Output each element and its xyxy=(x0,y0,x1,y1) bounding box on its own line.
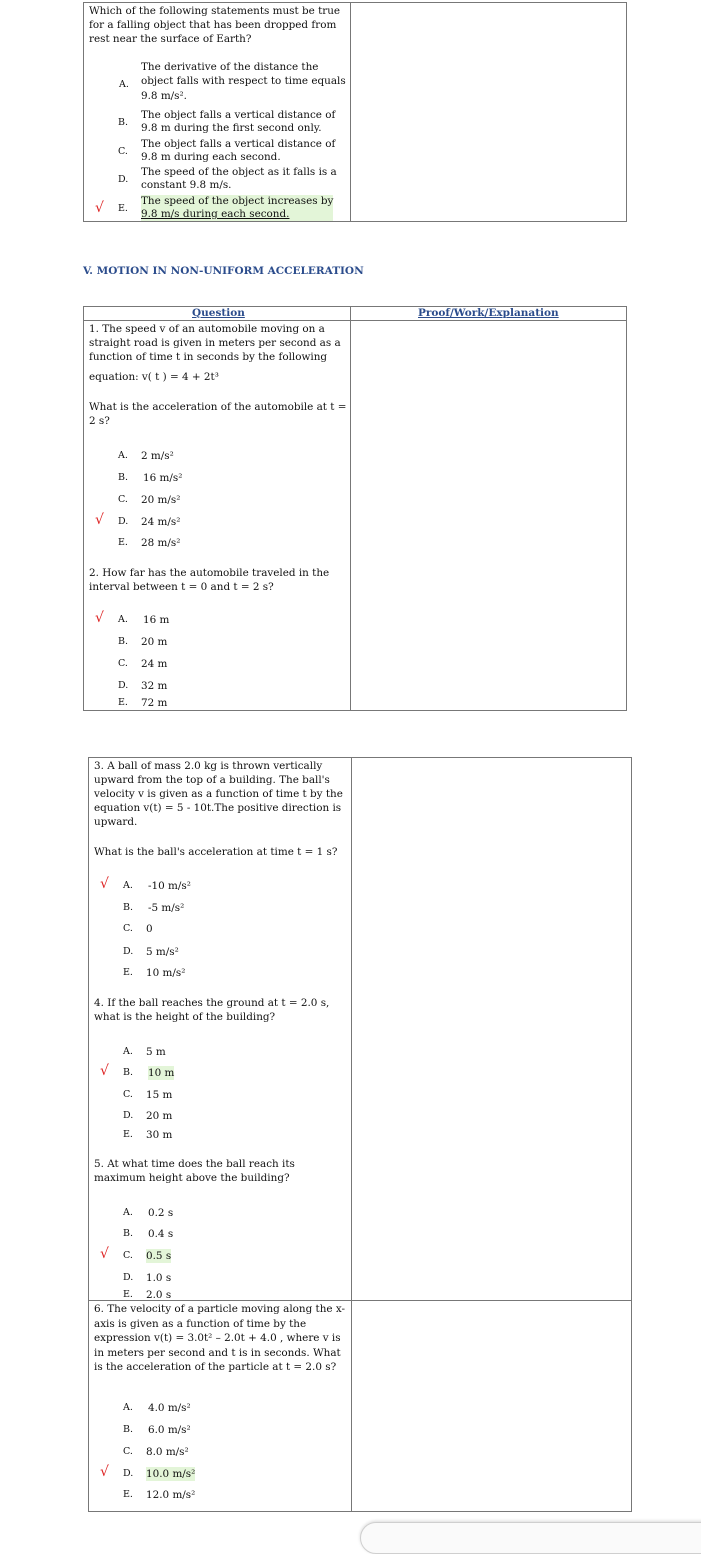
correct-check-icon: √ xyxy=(100,876,109,892)
question-3-text: 3. A ball of mass 2.0 kg is thrown vertically upward from the top of a building. The ball's velocity v is given as a function of time t by the equation v(t) = 5 - 10t.The positive direction is upward. xyxy=(94,760,343,828)
option-letter: C. xyxy=(123,923,133,934)
option-letter: A. xyxy=(119,79,129,90)
option-value: 0 xyxy=(146,923,153,935)
option-text: The derivative of the distance the object falls with respect to time equals 9.8 m/s². xyxy=(141,61,346,102)
option-value: 24 m xyxy=(141,658,168,670)
option-letter: E. xyxy=(123,1489,133,1500)
option-value: 4.0 m/s² xyxy=(148,1402,191,1414)
question-1-ask: What is the acceleration of the automobile at t = 2 s? xyxy=(89,401,347,427)
option-letter: B. xyxy=(123,1228,134,1239)
option-text: The object falls a vertical distance of 9.8 m during each second. xyxy=(141,138,336,163)
option-letter: A. xyxy=(123,1046,133,1057)
option-text-correct: The speed of the object increases by 9.8 m/s during each second. xyxy=(141,195,334,220)
option-value: 30 m xyxy=(146,1129,173,1141)
option-value: 20 m xyxy=(141,636,168,648)
option-letter: D. xyxy=(123,1272,134,1283)
option-value: 0.2 s xyxy=(148,1207,174,1219)
option-letter: D. xyxy=(118,516,129,527)
option-letter: A. xyxy=(123,1207,133,1218)
option-value: 20 m/s² xyxy=(141,494,181,506)
option-letter: E. xyxy=(123,1289,133,1300)
table-divider xyxy=(350,306,351,711)
option-letter: B. xyxy=(118,636,129,647)
correct-check-icon: √ xyxy=(95,610,104,626)
question-1-equation: equation: v( t ) = 4 + 2t³ xyxy=(89,371,219,383)
option-letter: E. xyxy=(118,537,128,548)
table-divider xyxy=(350,2,351,222)
option-value-correct: 24 m/s² xyxy=(141,516,181,528)
option-letter: E. xyxy=(123,967,133,978)
question-1-text: 1. The speed v of an automobile moving on a straight road is given in meters per second as a function of time t in seconds by the following xyxy=(89,323,341,363)
option-letter: C. xyxy=(123,1250,133,1261)
option-letter: E. xyxy=(123,1129,133,1140)
correct-check-icon: √ xyxy=(100,1063,109,1079)
option-text: The speed of the object as it falls is a constant 9.8 m/s. xyxy=(141,166,337,191)
option-value: 2 m/s² xyxy=(141,450,174,462)
option-value-correct: -10 m/s² xyxy=(148,880,191,892)
option-letter: A. xyxy=(123,1402,133,1413)
question-falling-object: Which of the following statements must be true for a falling object that has been dropped from rest near the surface of Earth? xyxy=(89,5,341,45)
section-title: V. MOTION IN NON-UNIFORM ACCELERATION xyxy=(83,265,364,277)
option-letter: C. xyxy=(123,1089,133,1100)
option-letter: A. xyxy=(118,614,128,625)
correct-check-icon: √ xyxy=(100,1464,109,1480)
column-header-question: Question xyxy=(192,307,245,319)
option-letter: C. xyxy=(118,494,128,505)
floating-toolbar[interactable] xyxy=(360,1522,701,1554)
option-value: 20 m xyxy=(146,1110,173,1122)
option-letter: D. xyxy=(118,174,129,185)
option-letter: D. xyxy=(123,1110,134,1121)
question-2-text: 2. How far has the automobile traveled in the interval between t = 0 and t = 2 s? xyxy=(89,567,330,593)
option-letter: B. xyxy=(118,117,129,128)
option-value: 5 m xyxy=(146,1046,166,1058)
option-value: 12.0 m/s² xyxy=(146,1489,196,1501)
option-letter: B. xyxy=(123,902,134,913)
question-5-text: 5. At what time does the ball reach its maximum height above the building? xyxy=(94,1158,295,1184)
option-text: The object falls a vertical distance of 9.8 m during the first second only. xyxy=(141,109,336,134)
option-value: 6.0 m/s² xyxy=(148,1424,191,1436)
option-letter: C. xyxy=(118,146,128,157)
correct-check-icon: √ xyxy=(100,1246,109,1262)
column-header-proof: Proof/Work/Explanation xyxy=(418,307,559,319)
correct-check-icon: √ xyxy=(95,512,104,528)
option-letter: D. xyxy=(123,1468,134,1479)
option-letter: E. xyxy=(118,697,128,708)
option-value-correct: 16 m xyxy=(143,614,170,626)
option-letter: C. xyxy=(123,1446,133,1457)
option-value: 28 m/s² xyxy=(141,537,181,549)
option-value-correct: 10 m xyxy=(148,1067,175,1079)
option-letter: D. xyxy=(123,946,134,957)
table-divider xyxy=(351,757,352,1512)
option-letter: B. xyxy=(118,472,129,483)
option-letter: A. xyxy=(123,880,133,891)
option-value-correct: 10.0 m/s² xyxy=(146,1468,196,1480)
question-6-text: 6. The velocity of a particle moving along the x-axis is given as a function of time by the expression v(t) = 3.0t² – 2.0t + 4.0 , where v is in meters per second and t is in seconds. What is the acceleration of the particle at t = 2.0 s? xyxy=(94,1303,346,1373)
option-value: 10 m/s² xyxy=(146,967,186,979)
option-value: 16 m/s² xyxy=(143,472,183,484)
correct-check-icon: √ xyxy=(95,200,104,216)
option-value: 1.0 s xyxy=(146,1272,172,1284)
option-value: 2.0 s xyxy=(146,1289,172,1301)
option-value: 72 m xyxy=(141,697,168,709)
option-letter: D. xyxy=(118,680,129,691)
option-letter: E. xyxy=(118,203,128,214)
option-value: 32 m xyxy=(141,680,168,692)
option-value: -5 m/s² xyxy=(148,902,185,914)
option-value: 5 m/s² xyxy=(146,946,179,958)
option-value: 0.4 s xyxy=(148,1228,174,1240)
option-letter: A. xyxy=(118,450,128,461)
option-value: 15 m xyxy=(146,1089,173,1101)
option-value-correct: 0.5 s xyxy=(146,1250,172,1262)
question-4-text: 4. If the ball reaches the ground at t = 2.0 s, what is the height of the building? xyxy=(94,997,330,1023)
option-letter: C. xyxy=(118,658,128,669)
option-value: 8.0 m/s² xyxy=(146,1446,189,1458)
question-3-ask: What is the ball's acceleration at time t = 1 s? xyxy=(94,846,338,858)
header-divider xyxy=(83,320,627,321)
table-automobile xyxy=(83,306,627,711)
option-letter: B. xyxy=(123,1067,134,1078)
option-letter: B. xyxy=(123,1424,134,1435)
